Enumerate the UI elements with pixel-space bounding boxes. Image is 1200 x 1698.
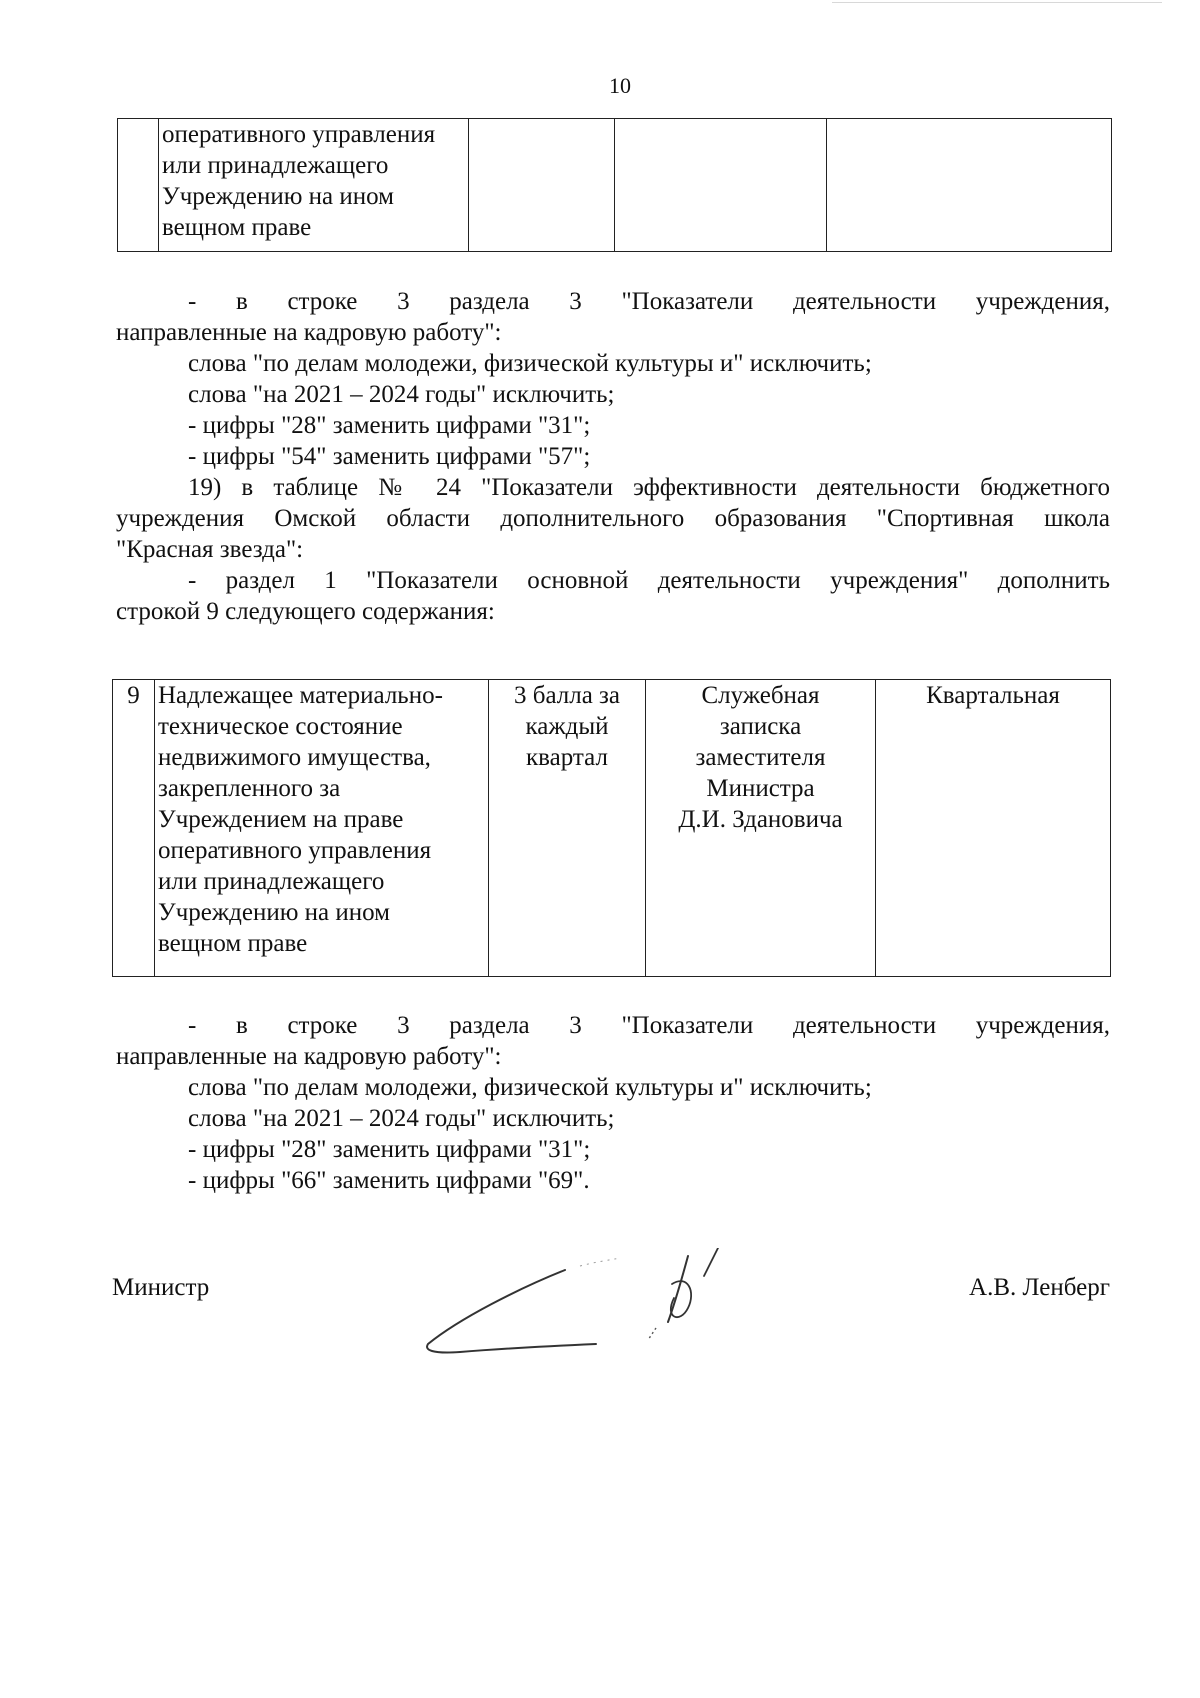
signatory-title: Министр xyxy=(112,1274,210,1301)
handwritten-signature xyxy=(420,1248,780,1358)
table-cell-source: Служебная записка заместителя Министра Д.И. Здановича xyxy=(646,680,876,977)
paragraph-line: строкой 9 следующего содержания: xyxy=(116,598,495,625)
list-item: - цифры "66" заменить цифрами "69". xyxy=(188,1167,590,1194)
signatory-name: А.В. Ленберг xyxy=(969,1274,1110,1301)
list-item: слова "по делам молодежи, физической культуры и" исключить; xyxy=(188,1074,872,1101)
page-number: 10 xyxy=(609,73,631,98)
list-item: слова "по делам молодежи, физической культуры и" исключить; xyxy=(188,350,872,377)
list-item: слова "на 2021 – 2024 годы" исключить; xyxy=(188,381,615,408)
paragraph-line: учреждения Омской области дополнительного образования "Спортивная школа xyxy=(116,505,1110,532)
table-row xyxy=(113,680,1111,977)
list-item: - цифры "28" заменить цифрами "31"; xyxy=(188,1136,591,1163)
table-cell-indicator: оперативного управления или принадлежащего Учреждению на ином вещном праве xyxy=(159,119,469,252)
scan-artifact-line xyxy=(832,2,1162,3)
paragraph-line: "Красная звезда": xyxy=(116,536,304,563)
table-cell-source xyxy=(615,119,827,252)
table-cell-number: 9 xyxy=(113,680,155,977)
table-cell-indicator: Надлежащее материально- техническое состояние недвижимого имущества, закрепленного за Учреждением на праве оперативного управления или принадлежащего Учреждению на ином вещном праве xyxy=(155,680,489,977)
table-cell-number xyxy=(118,119,159,252)
paragraph-line: направленные на кадровую работу": xyxy=(116,319,502,346)
paragraph-line: - раздел 1 "Показатели основной деятельности учреждения" дополнить xyxy=(188,567,1110,594)
table-cell-score: 3 балла за каждый квартал xyxy=(489,680,646,977)
table-cell-period xyxy=(827,119,1112,252)
paragraph-line: - в строке 3 раздела 3 "Показатели деятельности учреждения, xyxy=(188,288,1110,315)
list-item: - цифры "28" заменить цифрами "31"; xyxy=(188,412,591,439)
amendment-item-19 xyxy=(116,472,1110,627)
paragraph-line: 19) в таблице № 24 "Показатели эффективности деятельности бюджетного xyxy=(188,474,1110,501)
list-item: слова "на 2021 – 2024 годы" исключить; xyxy=(188,1105,615,1132)
paragraph-line: - в строке 3 раздела 3 "Показатели деятельности учреждения, xyxy=(188,1012,1110,1039)
list-item: - цифры "54" заменить цифрами "57"; xyxy=(188,443,591,470)
amendment-section-b xyxy=(116,1010,1110,1196)
table-continuation xyxy=(117,118,1112,252)
paragraph-line: направленные на кадровую работу": xyxy=(116,1043,502,1070)
table-new-row-9 xyxy=(112,679,1111,977)
table-cell-score xyxy=(469,119,615,252)
table-cell-period: Квартальная xyxy=(876,680,1111,977)
amendment-section-a xyxy=(116,286,1110,472)
table-row xyxy=(118,119,1112,252)
